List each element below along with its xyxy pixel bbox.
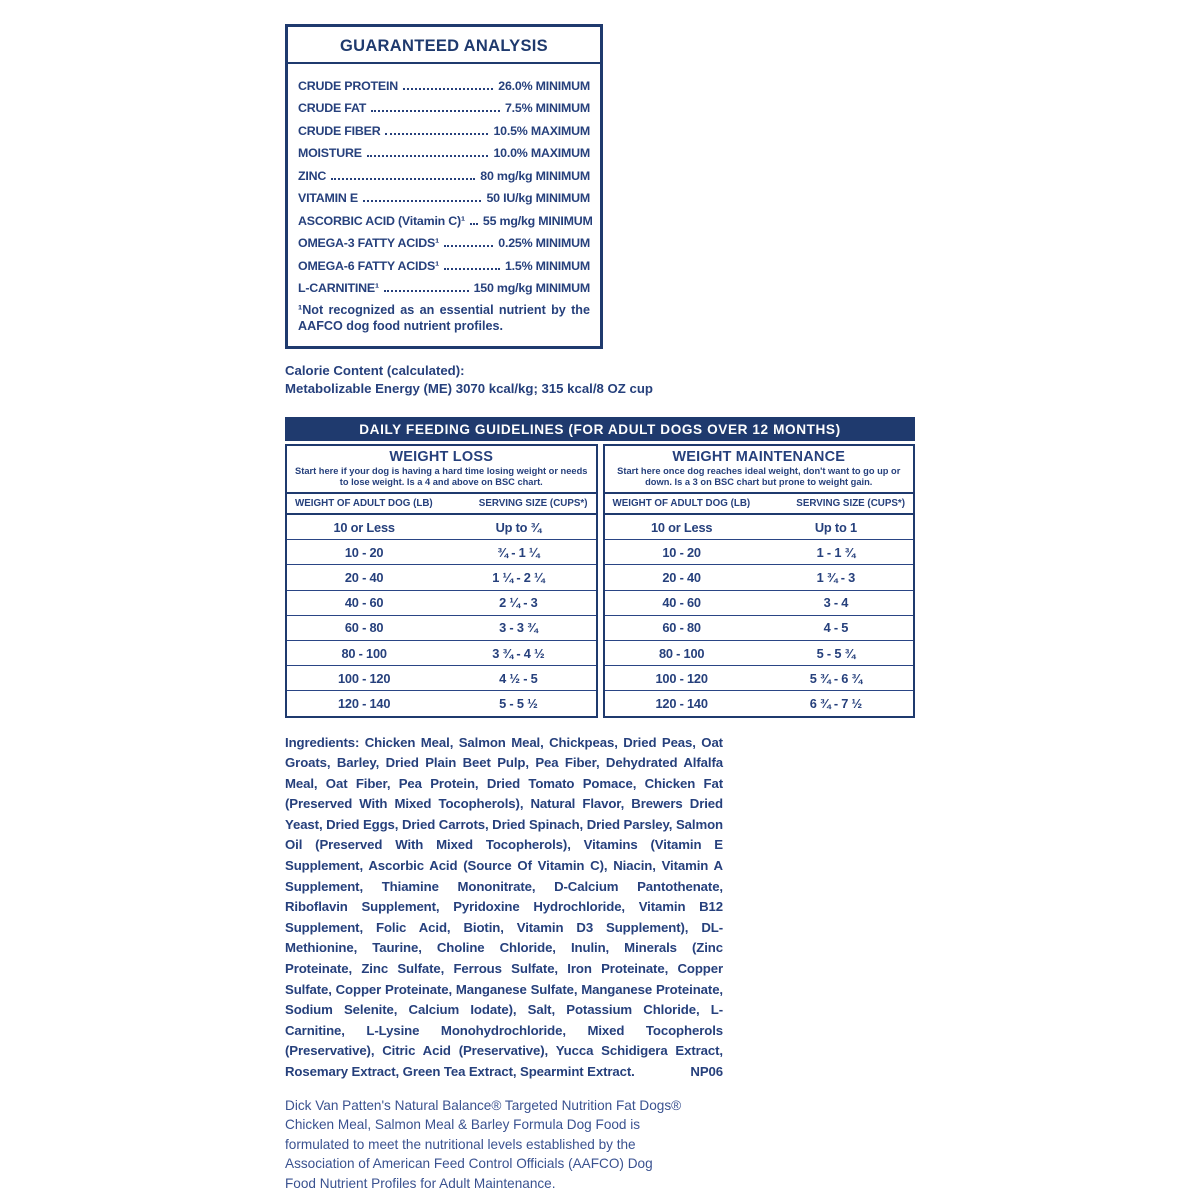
nutrient-value: 7.5% MINIMUM [504,101,590,115]
analysis-footnote: ¹Not recognized as an essential nutrient by the AAFCO dog food nutrient profiles. [298,303,590,333]
analysis-row [298,250,590,273]
feeding-row [287,539,596,564]
guaranteed-analysis-box [285,24,603,349]
column-header-weight: WEIGHT OF ADULT DOG (LB) [295,498,433,509]
nutrient-label: ZINC [298,168,327,183]
serving-size-cell: 4 ½ - 5 [499,670,538,686]
dot-leader [384,290,469,292]
weight-maintenance-heading: WEIGHT MAINTENANCE [672,449,846,465]
serving-size-cell: 5 - 5 ¾ [816,645,856,661]
weight-maintenance-header [605,446,914,492]
dog-weight-cell: 10 or Less [650,519,713,535]
dog-weight-cell: 80 - 100 [341,645,387,661]
feeding-guidelines-table [285,417,915,718]
nutrient-label: VITAMIN E [298,191,358,205]
nutrient-label: L-CARNITINE¹ [298,281,379,295]
nutrient-value: 10.0% MAXIMUM [493,146,590,160]
dog-weight-cell: 20 - 40 [344,569,384,585]
nutrient-value: 26.0% MINIMUM [498,78,590,93]
serving-size-cell: Up to ¾ [495,519,542,535]
dog-weight-cell: 10 - 20 [662,544,701,560]
nutrient-value: 10.5% MAXIMUM [493,123,590,138]
feeding-columns [285,444,915,718]
weight-loss-heading: WEIGHT LOSS [389,449,494,465]
analysis-row [298,273,590,296]
weight-loss-rows [287,515,596,716]
feeding-row [605,665,914,690]
column-header-weight: WEIGHT OF ADULT DOG (LB) [612,498,751,509]
calorie-content-section [285,362,925,397]
serving-size-cell: 2 ¼ - 3 [499,595,538,611]
nutrient-label: MOISTURE [298,146,362,160]
dog-weight-cell: 100 - 120 [655,670,708,686]
nutrient-label: CRUDE FAT [298,101,367,115]
analysis-row [298,70,590,93]
weight-loss-header [287,446,596,492]
ingredients-label: Ingredients: [285,734,360,750]
dog-weight-cell: 10 or Less [333,519,395,535]
feeding-row [287,665,596,690]
calorie-content-value: Metabolizable Energy (ME) 3070 kcal/kg; 315 kcal/8 OZ cup [285,380,653,396]
nutrient-value: 80 mg/kg MINIMUM [480,168,590,183]
dot-leader [331,178,475,180]
nutrient-label: CRUDE PROTEIN [298,78,398,93]
serving-size-cell: 6 ¾ - 7 ½ [809,695,862,711]
nutrient-value: 150 mg/kg MINIMUM [473,281,590,295]
dog-weight-cell: 40 - 60 [662,595,701,611]
dog-weight-cell: 100 - 120 [337,670,391,686]
analysis-row [298,205,593,228]
dot-leader [444,245,493,247]
feeding-row [287,690,596,715]
dog-weight-cell: 10 - 20 [344,544,384,560]
serving-size-cell: 4 - 5 [823,620,849,636]
serving-size-cell: 1 - 1 ¾ [816,544,856,560]
weight-maintenance-rows [605,515,914,716]
column-header-serving: SERVING SIZE (CUPS*) [796,498,905,509]
dog-weight-cell: 120 - 140 [655,695,708,711]
nutrient-label: OMEGA-3 FATTY ACIDS¹ [298,236,440,250]
serving-size-cell: ¾ - 1 ¼ [497,544,540,560]
dot-leader [363,200,482,202]
weight-loss-column [285,444,598,718]
nutrient-value: 55 mg/kg MINIMUM [482,213,593,228]
nutrient-value: 0.25% MINIMUM [498,236,590,250]
feeding-row [287,640,596,665]
calorie-content-label: Calorie Content (calculated): [285,363,465,378]
analysis-row [298,183,590,206]
feeding-row [287,615,596,640]
analysis-row [298,228,590,251]
label-content-column [285,0,925,1193]
dot-leader [403,88,493,90]
serving-size-cell: 1 ¼ - 2 ¼ [492,569,545,585]
column-header-serving: SERVING SIZE (CUPS*) [478,498,588,509]
dot-leader [470,223,478,225]
weight-maintenance-column [603,444,916,718]
analysis-row [298,138,590,161]
dog-weight-cell: 80 - 100 [658,645,705,661]
feeding-row [605,564,914,589]
serving-size-cell: 5 ¾ - 6 ¾ [809,670,862,686]
dog-weight-cell: 20 - 40 [662,569,701,585]
nutrient-value: 50 IU/kg MINIMUM [486,191,590,205]
feeding-row [287,515,596,539]
feeding-row [605,539,914,564]
serving-size-cell: 3 - 4 [823,595,849,611]
serving-size-cell: 3 - 3 ¾ [499,620,538,636]
dog-weight-cell: 60 - 80 [662,620,701,636]
feeding-row [605,615,914,640]
nutrient-label: CRUDE FIBER [298,123,381,138]
nutrient-value: 1.5% MINIMUM [504,258,590,273]
aafco-statement: Dick Van Patten's Natural Balance® Targeted Nutrition Fat Dogs® Chicken Meal, Salmon Meal & Barley Formula Dog Food is formulated to meet the nutritional levels established by the Association of American Feed Control Officials (AAFCO) Dog Food Nutrient Profiles for Adult Maintenance. [285,1097,682,1191]
serving-size-cell: Up to 1 [814,519,857,535]
weight-loss-description: Start here if your dog is having a hard time losing weight or needs to lose weight. Is a 4 and above on BSC chart. [295,466,588,487]
feeding-row [605,590,914,615]
ingredients-text: Chicken Meal, Salmon Meal, Chickpeas, Dried Peas, Oat Groats, Barley, Dried Plain Beet Pulp, Pea Fiber, Dehydrated Alfalfa Meal, Oat Fiber, Pea Protein, Dried Tomato Pomace, Chicken Fat (Preserved With Mixed Tocopherols), Natural Flavor, Brewers Dried Yeast, Dried Eggs, Dried Carrots, Dried Spinach, Dried Parsley, Salmon Oil (Preserved With Mixed Tocopherols), Vitamins (Vitamin E Supplement, Ascorbic Acid (Source Of Vitamin C), Niacin, Vitamin A Supplement, Thiamine Mononitrate, D-Calcium Pantothenate, Riboflavin Supplement, Pyridoxine Hydrochloride, Vitamin B12 Supplement, Folic Acid, Biotin, Vitamin D3 Supplement), DL-Methionine, Taurine, Choline Chloride, Inulin, Minerals (Zinc Proteinate, Zinc Sulfate, Ferrous Sulfate, Iron Proteinate, Copper Sulfate, Copper Proteinate, Manganese Sulfate, Manganese Proteinate, Sodium Selenite, Calcium Iodate), Salt, Potassium Chloride, L-Carnitine, L-Lysine Monohydrochloride, Mixed Tocopherols (Preservative), Citric Acid (Preservative), Yucca Schidigera Extract, Rosemary Extract, Green Tea Extract, Spearmint Extract. [285,734,723,1079]
serving-size-cell: 3 ¾ - 4 ½ [492,645,545,661]
weight-maintenance-column-headers [605,492,914,515]
analysis-row [298,115,590,138]
product-code: NP06 [690,1064,723,1079]
analysis-row [298,93,590,116]
dog-weight-cell: 40 - 60 [344,595,384,611]
dot-leader [371,110,500,112]
serving-size-cell: 1 ¾ - 3 [816,569,856,585]
dot-leader [385,133,488,135]
guaranteed-analysis-rows [298,70,593,295]
guaranteed-analysis-title: GUARANTEED ANALYSIS [339,37,548,55]
feeding-row [287,590,596,615]
weight-loss-column-headers [287,492,596,515]
serving-size-cell: 5 - 5 ½ [499,695,538,711]
feeding-row [605,690,914,715]
feeding-row [605,515,914,539]
feeding-row [605,640,914,665]
title-divider [288,62,600,64]
dot-leader [444,268,500,270]
feeding-row [287,564,596,589]
dog-weight-cell: 60 - 80 [344,620,384,636]
analysis-row [298,160,590,183]
feeding-guidelines-title: DAILY FEEDING GUIDELINES (FOR ADULT DOGS OVER 12 MONTHS) [285,417,915,441]
nutrient-label: ASCORBIC ACID (Vitamin C)¹ [298,213,465,228]
dot-leader [367,155,489,157]
nutrient-label: OMEGA-6 FATTY ACIDS¹ [298,258,440,273]
weight-maintenance-description: Start here once dog reaches ideal weight, don't want to go up or down. Is a 3 on BSC chart but prone to weight gain. [617,466,901,487]
ingredients-section [285,733,723,1083]
dog-weight-cell: 120 - 140 [337,695,391,711]
